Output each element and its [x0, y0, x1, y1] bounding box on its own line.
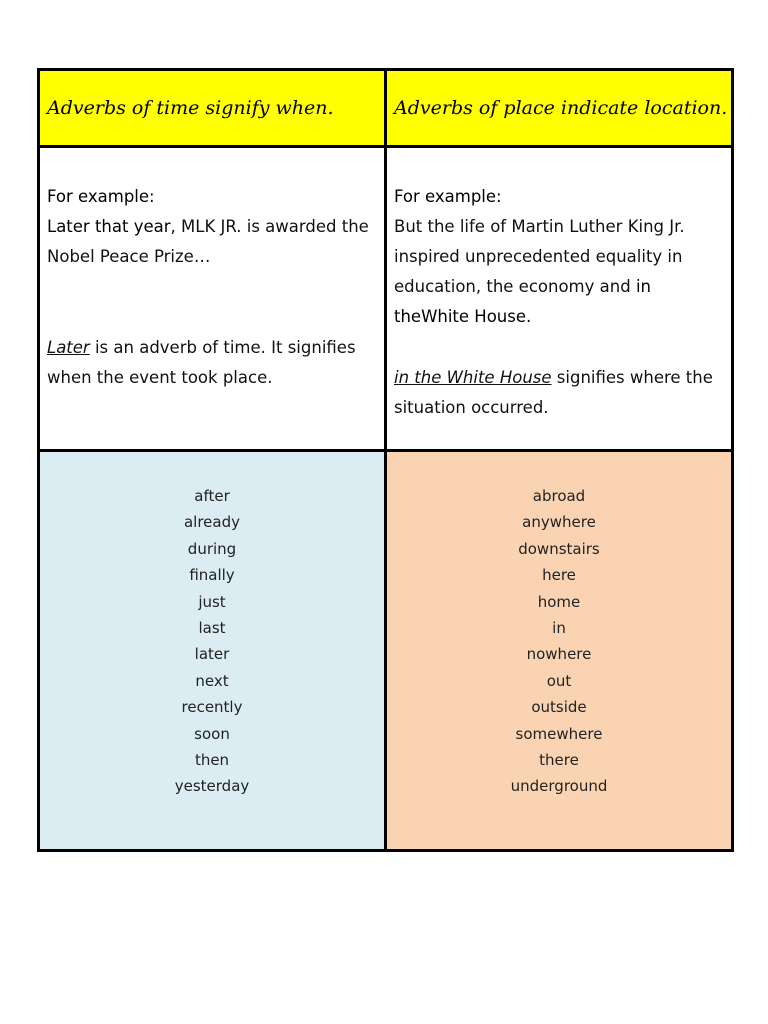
- time-word: after: [194, 487, 230, 505]
- place-header-cell: [386, 70, 733, 147]
- place-example-label: For example:: [394, 187, 502, 206]
- place-word: underground: [510, 777, 608, 796]
- time-example-sentence: [47, 212, 377, 272]
- place-explanation: [394, 363, 724, 423]
- time-keyword: Later: [47, 338, 90, 357]
- place-word: anywhere: [522, 513, 596, 532]
- time-word: then: [194, 751, 230, 770]
- time-words-list: [40, 452, 384, 800]
- time-header-title: Adverbs of time signify when.: [47, 97, 334, 119]
- place-word: here: [542, 566, 576, 585]
- place-word: there: [539, 751, 579, 770]
- time-example-bold: Later that year: [47, 217, 171, 236]
- time-example-cell: [39, 147, 386, 451]
- place-words-list: [387, 452, 731, 800]
- time-explanation: [47, 333, 377, 393]
- time-words-cell: [39, 451, 386, 851]
- place-word: nowhere: [526, 645, 592, 664]
- time-word: soon: [194, 724, 230, 743]
- place-header-title: Adverbs of place indicate location.: [394, 97, 728, 119]
- place-word: downstairs: [518, 539, 600, 558]
- time-word: already: [183, 513, 240, 532]
- time-word: during: [187, 539, 237, 558]
- time-example-rest: , MLK JR. is awarded the Nobel Peace Prize…: [47, 217, 369, 266]
- time-header-cell: [39, 70, 386, 147]
- place-example-sentence: [394, 212, 724, 332]
- time-word: later: [194, 645, 230, 664]
- place-word: home: [537, 592, 581, 611]
- place-example-bold: in theWhite House.: [394, 277, 651, 326]
- time-word: last: [198, 619, 226, 638]
- place-word: somewhere: [515, 724, 603, 743]
- place-keyword: in the White House: [394, 368, 552, 387]
- time-word: yesterday: [174, 777, 250, 796]
- place-word: out: [546, 671, 572, 690]
- place-example-rest: But the life of Martin Luther King Jr. inspired unprecedented equality in education, the economy and: [394, 217, 685, 296]
- time-word: next: [195, 671, 229, 690]
- time-word: recently: [181, 698, 243, 717]
- header-row: [39, 70, 733, 147]
- time-word: finally: [189, 566, 235, 585]
- place-example-cell: [386, 147, 733, 451]
- place-explanation-text: signifies where the situation occurred.: [394, 368, 713, 417]
- place-word: abroad: [532, 487, 586, 505]
- place-words-cell: [386, 451, 733, 851]
- time-word: just: [198, 592, 226, 611]
- adverbs-table: [37, 68, 734, 852]
- place-word: outside: [531, 698, 587, 717]
- time-example-label: For example:: [47, 187, 155, 206]
- time-explanation-text: is an adverb of time. It signifies when the event took place.: [47, 338, 356, 387]
- place-word: in: [552, 619, 566, 638]
- example-row: [39, 147, 733, 451]
- word-list-row: [39, 451, 733, 851]
